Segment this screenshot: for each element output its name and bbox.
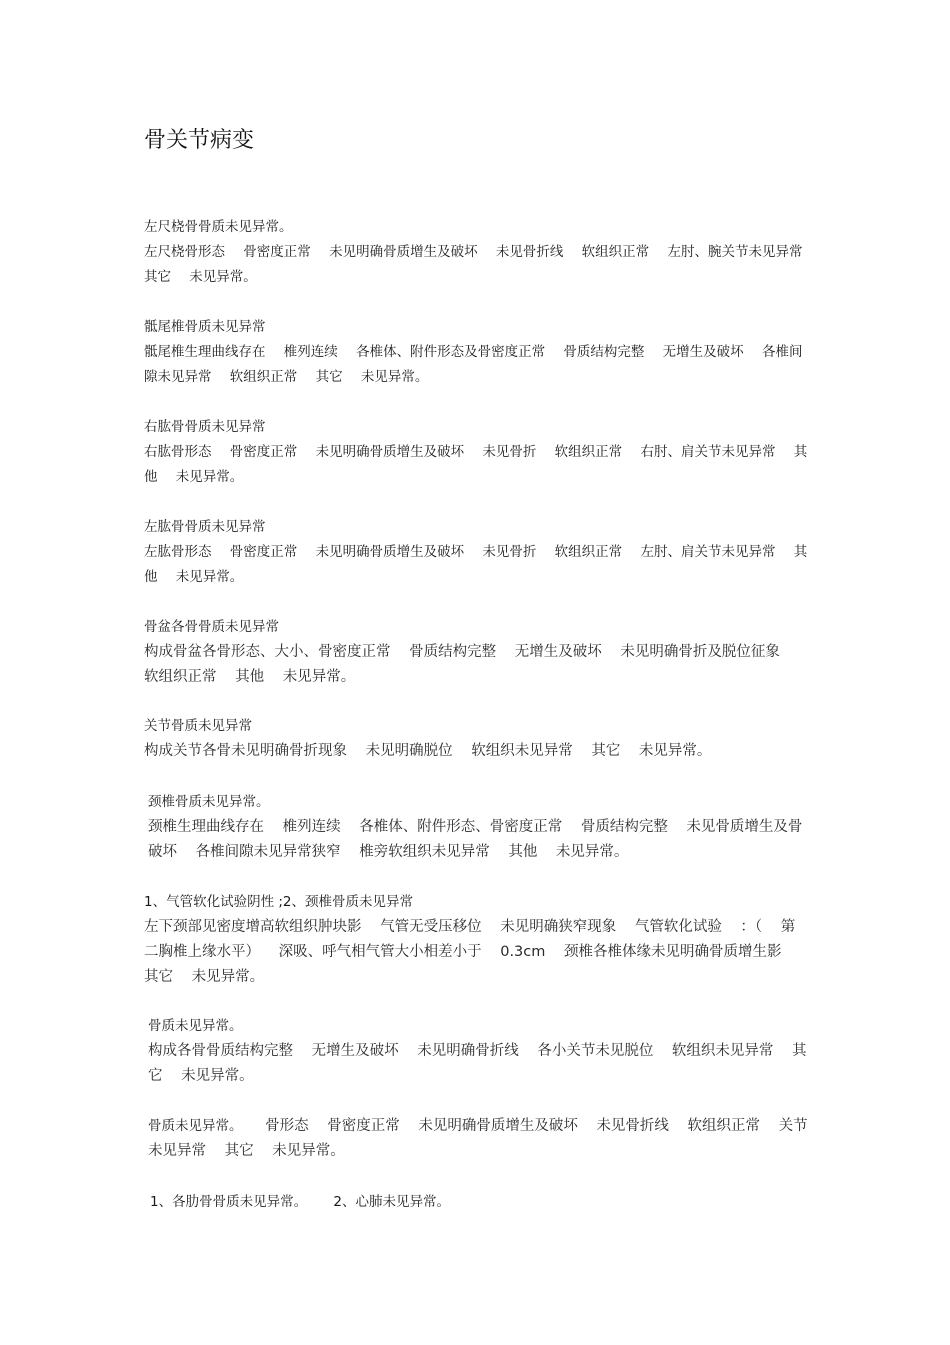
section-cervical-spine <box>148 790 812 865</box>
section-body: 骨形态 骨密度正常 未见明确骨质增生及破坏 未见骨折线 软组织正常 关节未见异常 其它 未见异常。 <box>148 1118 808 1159</box>
section-body: 右肱骨形态 骨密度正常 未见明确骨质增生及破坏 未见骨折 软组织正常 右肘、肩关节未见异常 其他 未见异常。 <box>144 444 808 485</box>
section-heading: 骶尾椎骨质未见异常 <box>144 319 266 335</box>
section-bone-general <box>148 1014 812 1089</box>
section-joint <box>144 714 808 764</box>
section-body: 构成关节各骨未见明确骨折现象 未见明确脱位 软组织未见异常 其它 未见异常。 <box>144 743 712 759</box>
section-body: 骶尾椎生理曲线存在 椎列连续 各椎体、附件形态及骨密度正常 骨质结构完整 无增生及破坏 各椎间隙未见异常 软组织正常 其它 未见异常。 <box>144 344 803 385</box>
section-left-humerus <box>144 515 808 590</box>
section-body: 左肱骨形态 骨密度正常 未见明确骨质增生及破坏 未见骨折 软组织正常 左肘、肩关节未见异常 其他 未见异常。 <box>144 544 808 585</box>
section-heading: 骨质未见异常。 <box>148 1018 243 1034</box>
section-heading: 右肱骨骨质未见异常 <box>144 419 266 435</box>
section-body: 构成各骨骨质结构完整 无增生及破坏 未见明确骨折线 各小关节未见脱位 软组织未见异常 其它 未见异常。 <box>148 1043 807 1084</box>
section-heading: 左肱骨骨质未见异常 <box>144 519 266 535</box>
section-body: 构成骨盆各骨形态、大小、骨密度正常 骨质结构完整 无增生及破坏 未见明确骨折及脱位征象 软组织正常 其他 未见异常。 <box>144 644 780 685</box>
section-right-humerus <box>144 415 808 490</box>
section-body: 左下颈部见密度增高软组织肿块影 气管无受压移位 未见明确狭窄现象 气管软化试验 ：（ 第二胸椎上缘水平） 深吸、呼气相气管大小相差小于 0.3cm 颈椎各椎体缘未见明确骨质增生影 其它 未见异常。 <box>144 919 796 985</box>
section-heading: 颈椎骨质未见异常。 <box>148 794 270 810</box>
section-heading: 骨盆各骨骨质未见异常 <box>144 619 279 635</box>
section-heading: 1、气管软化试验阴性 ;2、颈椎骨质未见异常 <box>144 894 414 910</box>
section-pelvis <box>144 615 808 690</box>
section-sacrococcygeal <box>144 315 808 390</box>
section-bone-general-2 <box>148 1114 812 1164</box>
section-tracheomalacia <box>144 890 808 990</box>
section-heading: 1、各肋骨骨质未见异常。 2、心肺未见异常。 <box>150 1194 450 1210</box>
section-body: 颈椎生理曲线存在 椎列连续 各椎体、附件形态、骨密度正常 骨质结构完整 未见骨质增生及骨破坏 各椎间隙未见异常狭窄 椎旁软组织未见异常 其他 未见异常。 <box>148 819 803 860</box>
page-title: 骨关节病变 <box>144 128 255 153</box>
section-heading: 关节骨质未见异常 <box>144 718 252 734</box>
section-body: 左尺桡骨形态 骨密度正常 未见明确骨质增生及破坏 未见骨折线 软组织正常 左肘、腕关节未见异常 其它 未见异常。 <box>144 244 803 285</box>
section-left-ulna-radius <box>144 215 808 290</box>
section-ribs-heart-lungs <box>150 1190 814 1215</box>
section-heading: 骨质未见异常。 <box>148 1118 243 1134</box>
section-heading: 左尺桡骨骨质未见异常。 <box>144 219 293 235</box>
